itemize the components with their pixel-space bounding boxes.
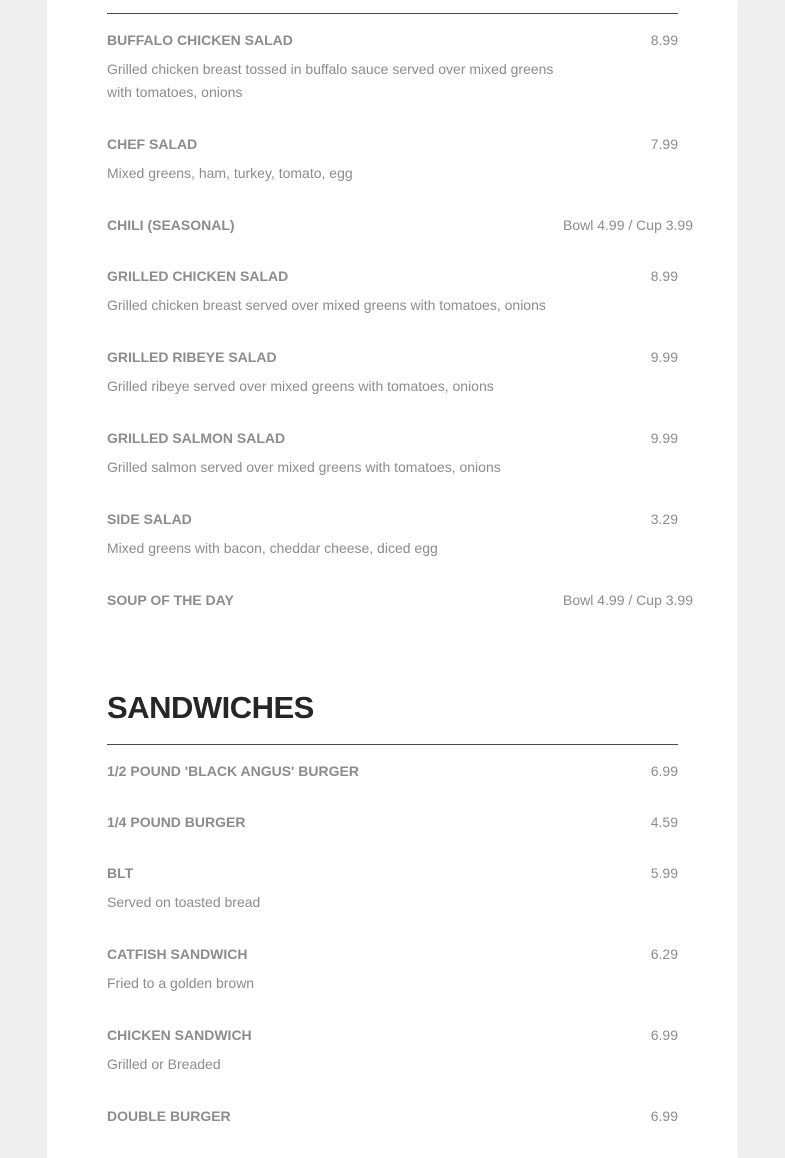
item-description: Mixed greens, ham, turkey, tomato, egg bbox=[107, 165, 353, 181]
item-name: GRILLED SALMON SALAD bbox=[107, 430, 286, 446]
item-price: 7.99 bbox=[650, 136, 678, 152]
item-name: CHEF SALAD bbox=[107, 136, 198, 152]
item-description: Grilled ribeye served over mixed greens with tomatoes, onions bbox=[107, 378, 494, 394]
item-description: Grilled chicken breast served over mixed greens with tomatoes, onions bbox=[107, 297, 546, 313]
item-description: Grilled salmon served over mixed greens with tomatoes, onions bbox=[107, 459, 501, 475]
item-price: 9.99 bbox=[650, 430, 678, 446]
item-price: 9.99 bbox=[650, 349, 678, 365]
item-name: 1/2 POUND 'BLACK ANGUS' BURGER bbox=[107, 763, 359, 779]
item-description: Fried to a golden brown bbox=[107, 975, 255, 991]
item-name: GRILLED CHICKEN SALAD bbox=[107, 268, 289, 284]
item-price: 6.99 bbox=[650, 763, 678, 779]
item-description: Grilled chicken breast tossed in buffalo sauce served over mixed greens with tomatoes, onions bbox=[107, 61, 554, 100]
item-price: Bowl 4.99 / Cup 3.99 bbox=[563, 217, 693, 233]
menu-card bbox=[47, 0, 738, 1158]
item-name: 1/4 POUND BURGER bbox=[107, 814, 246, 830]
item-price: Bowl 4.99 / Cup 3.99 bbox=[563, 592, 693, 608]
item-description: Served on toasted bread bbox=[107, 894, 261, 910]
item-price: 8.99 bbox=[650, 32, 678, 48]
section-title: SANDWICHES bbox=[107, 690, 314, 725]
item-description: Mixed greens with bacon, cheddar cheese, diced egg bbox=[107, 540, 438, 556]
item-price: 8.99 bbox=[650, 268, 678, 284]
item-name: DOUBLE BURGER bbox=[107, 1108, 231, 1124]
item-price: 4.59 bbox=[650, 814, 678, 830]
item-description: Grilled or Breaded bbox=[107, 1056, 221, 1072]
item-price: 5.99 bbox=[650, 865, 678, 881]
section-divider bbox=[107, 744, 678, 745]
section-divider bbox=[107, 13, 678, 14]
item-name: BUFFALO CHICKEN SALAD bbox=[107, 32, 293, 48]
item-name: CATFISH SANDWICH bbox=[107, 946, 248, 962]
item-name: SOUP OF THE DAY bbox=[107, 592, 234, 608]
item-name: CHILI (SEASONAL) bbox=[107, 217, 235, 233]
item-price: 6.29 bbox=[650, 946, 678, 962]
item-price: 6.99 bbox=[650, 1108, 678, 1124]
item-name: SIDE SALAD bbox=[107, 511, 192, 527]
item-price: 6.99 bbox=[650, 1027, 678, 1043]
item-name: CHICKEN SANDWICH bbox=[107, 1027, 252, 1043]
item-name: BLT bbox=[107, 865, 134, 881]
item-name: GRILLED RIBEYE SALAD bbox=[107, 349, 277, 365]
item-price: 3.29 bbox=[650, 511, 678, 527]
